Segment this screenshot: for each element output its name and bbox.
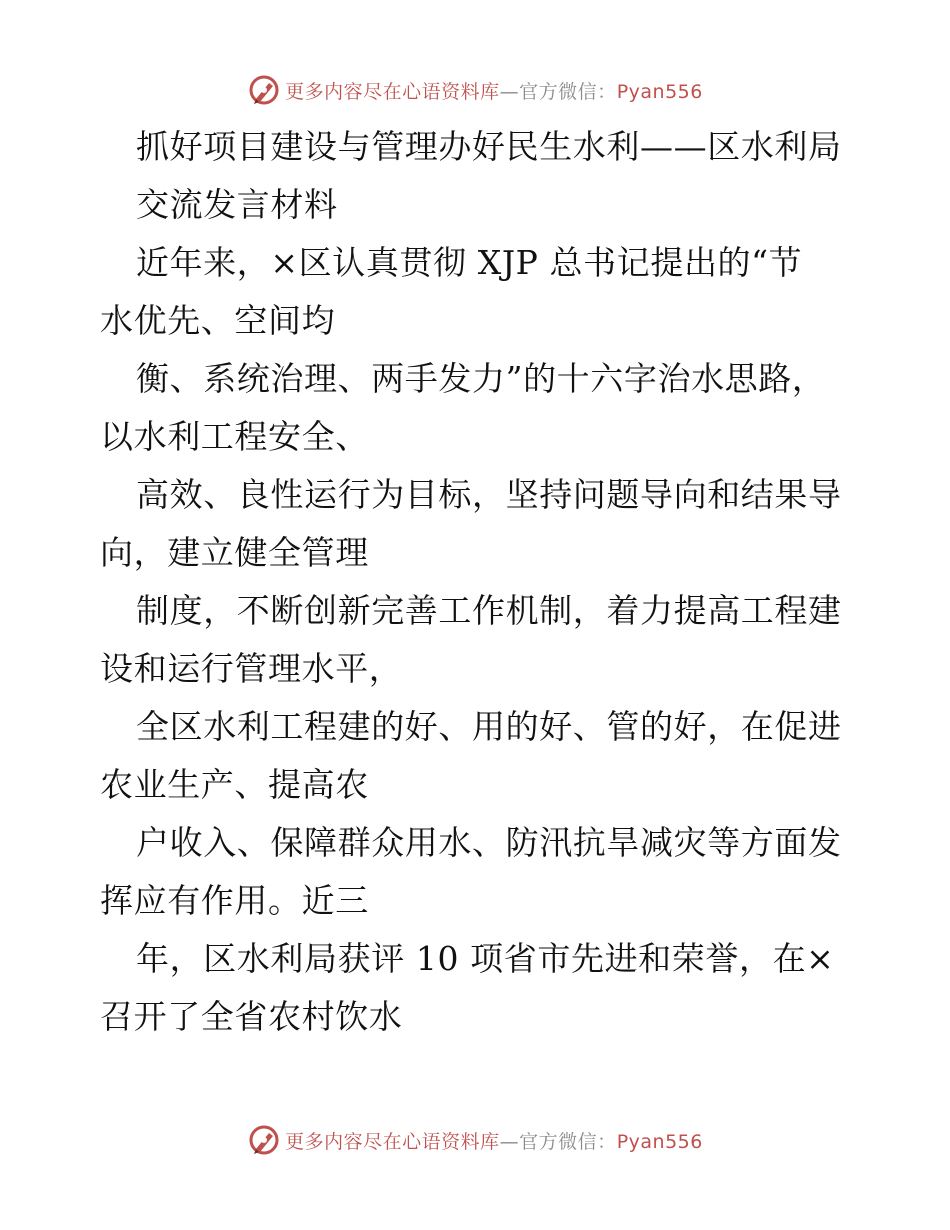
- watermark-dash: —: [499, 1130, 520, 1153]
- text-line: 户收入、保障群众用水、防汛抗旱减灾等方面发: [136, 823, 842, 862]
- text-line: 设和运行管理水平，: [100, 649, 403, 688]
- text-line: 农业生产、提高农: [100, 765, 369, 804]
- watermark-main: 更多内容尽在心语资料库: [285, 1130, 500, 1153]
- text-line: 全区水利工程建的好、用的好、管的好，在促进: [136, 707, 842, 746]
- text-line: 高效、良性运行为目标，坚持问题导向和结果导: [136, 475, 842, 514]
- watermark-wechat-label: 官方微信：: [519, 1130, 617, 1153]
- watermark-wechat-id: Pyan556: [616, 1130, 703, 1153]
- text-line: 制度，不断创新完善工作机制，着力提高工程建: [136, 591, 842, 630]
- text-line: 年，区水利局获评 10 项省市先进和荣誉，在×: [136, 939, 835, 978]
- watermark-dash: —: [499, 80, 520, 103]
- watermark-wechat-id: Pyan556: [616, 80, 703, 103]
- text-line: 以水利工程安全、: [100, 417, 369, 456]
- text-line: 近年来，×区认真贯彻 XJP 总书记提出的“节: [136, 243, 803, 282]
- pen-logo-icon: [247, 73, 281, 107]
- watermark-header: [0, 70, 950, 110]
- text-line: 衡、系统治理、两手发力”的十六字治水思路，: [136, 359, 826, 398]
- text-line: 召开了全省农村饮水: [100, 997, 403, 1036]
- document-body: [100, 118, 860, 1046]
- watermark-main: 更多内容尽在心语资料库: [285, 80, 500, 103]
- text-line: 挥应有作用。近三: [100, 881, 369, 920]
- text-line: 向，建立健全管理: [100, 533, 369, 572]
- pen-logo-icon: [247, 1123, 281, 1157]
- watermark-wechat-label: 官方微信：: [519, 80, 617, 103]
- text-line: 交流发言材料: [136, 185, 338, 224]
- text-line: 抓好项目建设与管理办好民生水利——区水利局: [136, 127, 842, 166]
- watermark-text: [285, 1127, 703, 1154]
- watermark-footer: [0, 1120, 950, 1160]
- watermark-text: [285, 77, 703, 104]
- text-line: 水优先、空间均: [100, 301, 336, 340]
